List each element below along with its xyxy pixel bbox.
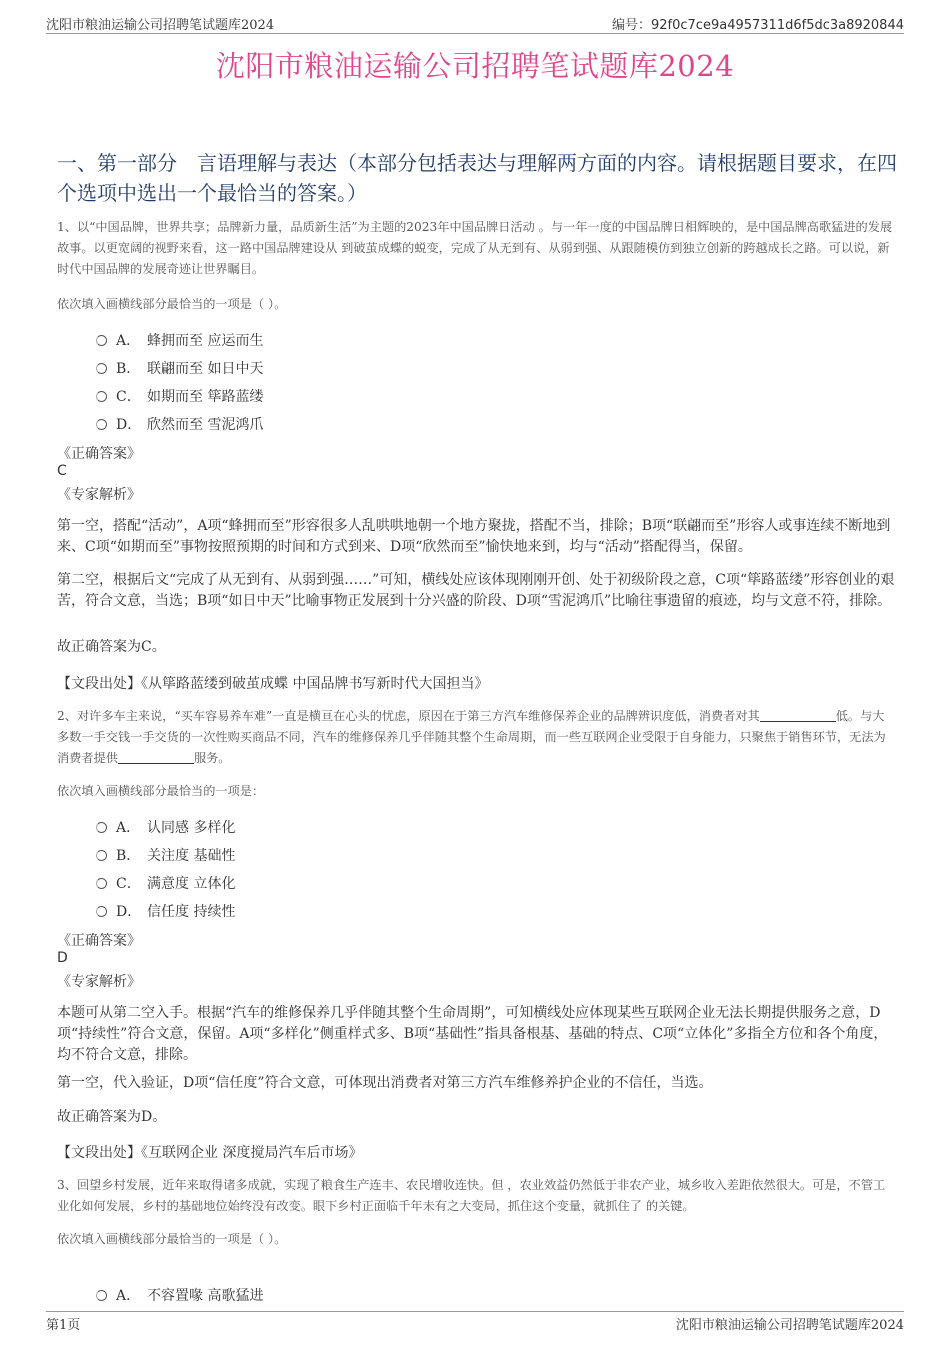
radio-icon[interactable] <box>96 878 107 889</box>
radio-icon[interactable] <box>96 850 107 861</box>
question-3-text: 3、回望乡村发展，近年来取得诸多成就，实现了粮食生产连丰、农民增收连快。但 ，农业效益仍然低于非农产业，城乡收入差距依然很大。可是，不管工业化如何发展，乡村的基础地位始终没有改变。眼下乡村正面临千年未有之大变局，抓住这个变量，就抓住了 的关键。 <box>57 1178 886 1213</box>
q2-analysis-1: 本题可从第二空入手。根据“汽车的维修保养几乎伴随其整个生命周期”，可知横线处应体现某些互联网企业无法长期提供服务之意，D项“持续性”符合文意，保留。A项“多样化”侧重样式多、B项“基础性”指具备根基、基础的特点、C项“立体化”多指全方位和各个角度，均不符合文意，排除。 <box>57 1005 888 1063</box>
blank-line-2 <box>118 751 194 764</box>
code-value: 92f0c7ce9a4957311d6f5dc3a8920844 <box>651 18 904 33</box>
q2-analysis-3: 故正确答案为D。 <box>57 1109 167 1125</box>
q1-analysis-1: 第一空，搭配“活动”，A项“蜂拥而至”形容很多人乱哄哄地朝一个地方聚拢，搭配不当，排除；B项“联翩而至”形容人或事连续不断地到来、C项“如期而至”事物按照预期的时间和方式到来、D项“欣然而至”愉快地来到，均与“活动”搭配得当，保留。 <box>57 518 891 555</box>
q2-source: 【文段出处】《互联网企业 深度搅局汽车后市场》 <box>57 1145 363 1161</box>
blank-line-1 <box>760 709 836 722</box>
header-divider <box>46 33 904 34</box>
header-doc-code <box>612 14 904 33</box>
q1-source: 【文段出处】《从筚路蓝缕到破茧成蝶 中国品牌书写新时代大国担当》 <box>57 676 489 692</box>
q2-correct-answer-label: 《正确答案》 <box>57 933 141 949</box>
q2-expert-analysis-label: 《专家解析》 <box>57 974 141 990</box>
q1-analysis-3: 故正确答案为C。 <box>57 639 166 655</box>
question-1-text: 1、以“中国品牌，世界共享；品牌新力量，品质新生活”为主题的2023年中国品牌日活动 。与一年一度的中国品牌日相辉映的，是中国品牌高歌猛进的发展故事。以更宽阔的视野来看，这一路中国品牌建设从 到破茧成蝶的蜕变，完成了从无到有、从弱到强、从跟随模仿到独立创新的跨越成长之路。可以说，新时代中国品牌的发展奇迹让世界瞩目。 <box>57 220 893 276</box>
q1-analysis-2: 第二空，根据后文“完成了从无到有、从弱到强……”可知，横线处应该体现刚刚开创、处于初级阶段之意，C项“筚路蓝缕”形容创业的艰苦，符合文意，当选；B项“如日中天”比喻事物正发展到十分兴盛的阶段、D项“雪泥鸿爪”比喻往事遗留的痕迹，均与文意不符，排除。 <box>57 572 895 609</box>
question-2-prompt: 依次填入画横线部分最恰当的一项是： <box>57 784 265 798</box>
q2-analysis-2: 第一空，代入验证，D项“信任度”符合文意，可体现出消费者对第三方汽车维修养护企业的不信任，当选。 <box>57 1075 713 1091</box>
radio-icon[interactable] <box>96 363 107 374</box>
q2-option-d[interactable]: D． 信任度 持续性 <box>96 901 235 921</box>
q3-option-a[interactable]: A． 不容置喙 高歌猛进 <box>96 1285 263 1305</box>
q1-option-b[interactable]: B． 联翩而至 如日中天 <box>96 358 263 378</box>
code-label: 编号： <box>611 18 651 33</box>
footer-page-number: 第1页 <box>46 1318 81 1333</box>
question-2-text: 2、对许多车主来说，“买车容易养车难”一直是横亘在心头的忧虑，原因在于第三方汽车维修保养企业的品牌辨识度低，消费者对其 低。与大多数一手交钱一手交货的一次性购买商品不同，汽车的维修保养几乎伴随其整个生命周期，而一些互联网企业受限于自身能力，只聚焦于销售环节，无法为消费者提供 服务。 <box>57 709 886 765</box>
header-doc-title: 沈阳市粮油运输公司招聘笔试题库2024 <box>46 18 275 33</box>
q2-answer: D <box>57 950 68 966</box>
q2-option-a[interactable]: A． 认同感 多样化 <box>96 817 235 837</box>
radio-icon[interactable] <box>96 391 107 402</box>
document-title: 沈阳市粮油运输公司招聘笔试题库2024 <box>215 49 735 83</box>
q2-option-c[interactable]: C． 满意度 立体化 <box>96 873 235 893</box>
q1-expert-analysis-label: 《专家解析》 <box>57 487 141 503</box>
radio-icon[interactable] <box>96 419 107 430</box>
radio-icon[interactable] <box>96 906 107 917</box>
q1-option-a[interactable]: A． 蜂拥而至 应运而生 <box>96 330 263 350</box>
section-heading: 一、第一部分 言语理解与表达（本部分包括表达与理解两方面的内容。请根据题目要求，在四个选项中选出一个最恰当的答案。） <box>57 151 897 205</box>
q1-option-d[interactable]: D． 欣然而至 雪泥鸿爪 <box>96 414 263 434</box>
radio-icon[interactable] <box>96 335 107 346</box>
q1-answer: C <box>57 463 67 479</box>
q1-correct-answer-label: 《正确答案》 <box>57 446 141 462</box>
q1-option-c[interactable]: C． 如期而至 筚路蓝缕 <box>96 386 263 406</box>
radio-icon[interactable] <box>96 1290 107 1301</box>
radio-icon[interactable] <box>96 822 107 833</box>
question-1-prompt: 依次填入画横线部分最恰当的一项是（ ）。 <box>57 297 287 311</box>
footer-divider <box>46 1311 904 1312</box>
footer-doc-title: 沈阳市粮油运输公司招聘笔试题库2024 <box>675 1318 904 1333</box>
question-3-prompt: 依次填入画横线部分最恰当的一项是（ ）。 <box>57 1232 287 1246</box>
q2-option-b[interactable]: B． 关注度 基础性 <box>96 845 235 865</box>
